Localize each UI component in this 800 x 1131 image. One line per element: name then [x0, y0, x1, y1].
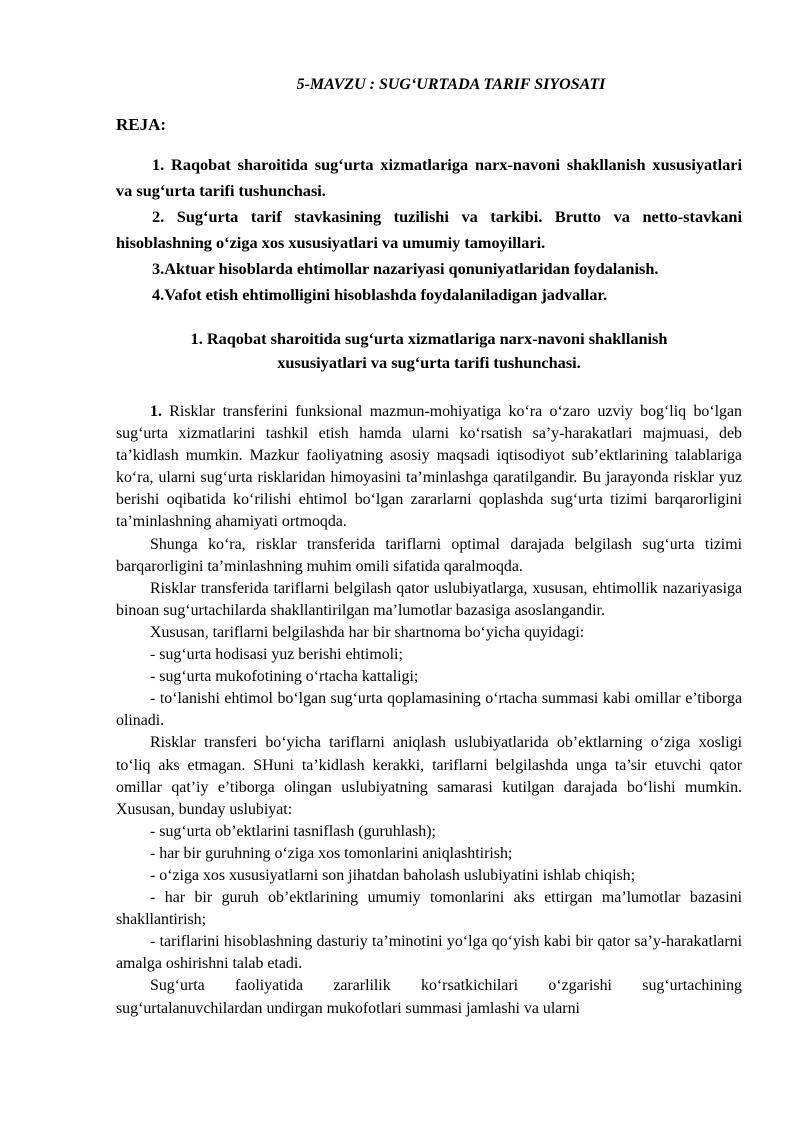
paragraph: Risklar transferi bo‘yicha tariflarni aniqlash uslubiyatlarida ob’ektlarning o‘ziga xosligi to‘liq aks etmagan. SHuni ta’kidlash kerakki, tariflarni belgilashda unga ta’sir etuvchi qator omillar qat’iy e’tiborga olingan uslubiyatning samarasi kutilgan darajada bo‘lishi mumkin. Xususan, bunday uslubiyat:	[116, 734, 742, 818]
list-item: - sug‘urta ob’ektlarini tasniflash (guruhlash);	[150, 822, 436, 840]
paragraph: Risklar transferida tariflarni belgilash qator uslubiyatlarga, xususan, ehtimollik nazariyasiga binoan sug‘urtachilarda shakllantirilgan ma’lumotlar bazasiga asoslangandir.	[116, 579, 742, 619]
list-item: - sug‘urta mukofotining o‘rtacha kattaligi;	[150, 668, 419, 686]
list-item: - har bir guruhning o‘ziga xos tomonlarini aniqlashtirish;	[150, 844, 513, 862]
paragraph: Xususan, tariflarni belgilashda har bir shartnoma bo‘yicha quyidagi:	[150, 623, 585, 641]
plan-label: REJA:	[116, 115, 167, 134]
plan-item: 1. Raqobat sharoitida sug‘urta xizmatlariga narx-navoni shakllanish xususiyatlari va sug‘urta tarifi tushunchasi.	[116, 155, 742, 200]
plan-item: 3.Aktuar hisoblarda ehtimollar nazariyasi qonuniyatlaridan foydalanish.	[152, 259, 659, 278]
section-heading-line: 1. Raqobat sharoitida sug‘urta xizmatlariga narx-navoni shakllanish	[190, 329, 668, 348]
list-item: - o‘ziga xos xususiyatlarni son jihatdan baholash uslubiyatini ishlab chiqish;	[150, 866, 636, 884]
plan-item: 2. Sug‘urta tarif stavkasining tuzilishi va tarkibi. Brutto va netto-stavkani hisoblashning o‘ziga xos xususiyatlari va umumiy tamoyillari.	[116, 207, 742, 252]
plan-item: 4.Vafot etish ehtimolligini hisoblashda foydalaniladigan jadvallar.	[152, 285, 608, 304]
paragraph-number: 1.	[150, 403, 162, 420]
paragraph	[116, 401, 742, 534]
paragraph-text: Risklar transferini funksional mazmun-mohiyatiga ko‘ra o‘zaro uzviy bog‘liq bo‘lgan sug‘urta xizmatlarini tashkil etish hamda ularni ko‘rsatish sa’y-harakatlari majmuasi, deb ta’kidlash mumkin. Mazkur faoliyatning asosiy maqsadi iqtisodiyot sub’ektlarining talablariga ko‘ra, ularni sug‘urta risklaridan himoyasini ta’minlashga qaratilgandir. Bu jarayonda risklar yuz berishi oqibatida ko‘rilishi ehtimol bo‘lgan zararlarni qoplashda sug‘urta tizimi barqarorligini ta’minlashning ahamiyati ortmoqda.	[116, 403, 742, 531]
section-heading	[116, 327, 742, 375]
body-text	[116, 401, 742, 1020]
section-heading-line: xususiyatlari va sug‘urta tarifi tushunchasi.	[277, 353, 581, 372]
paragraph: Sug‘urta faoliyatida zararlilik ko‘rsatkichilari o‘zgarishi sug‘urtachining sug‘urtalanuvchilardan undirgan mukofotlari summasi jamlashi va ularni	[116, 977, 742, 1017]
list-item: - har bir guruh ob’ektlarining umumiy tomonlarini aks ettirgan ma’lumotlar bazasini shakllantirish;	[116, 889, 742, 929]
list-item: - sug‘urta hodisasi yuz berishi ehtimoli;	[150, 646, 403, 664]
paragraph: Shunga ko‘ra, risklar transferida tariflarni optimal darajada belgilash sug‘urta tizimi barqarorligini ta’minlashning muhim omili sifatida qaralmoqda.	[116, 535, 742, 575]
plan-list	[116, 152, 742, 308]
list-item: - tariflarini hisoblashning dasturiy ta’minotini yo‘lga qo‘yish kabi bir qator sa’y-harakatlarni amalga oshirishni talab etadi.	[116, 933, 742, 973]
document-title: 5-MAVZU : SUG‘URTADA TARIF SIYOSATI	[296, 76, 606, 93]
list-item: - to‘lanishi ehtimol bo‘lgan sug‘urta qoplamasining o‘rtacha summasi kabi omillar e’tiborga olinadi.	[116, 690, 742, 730]
